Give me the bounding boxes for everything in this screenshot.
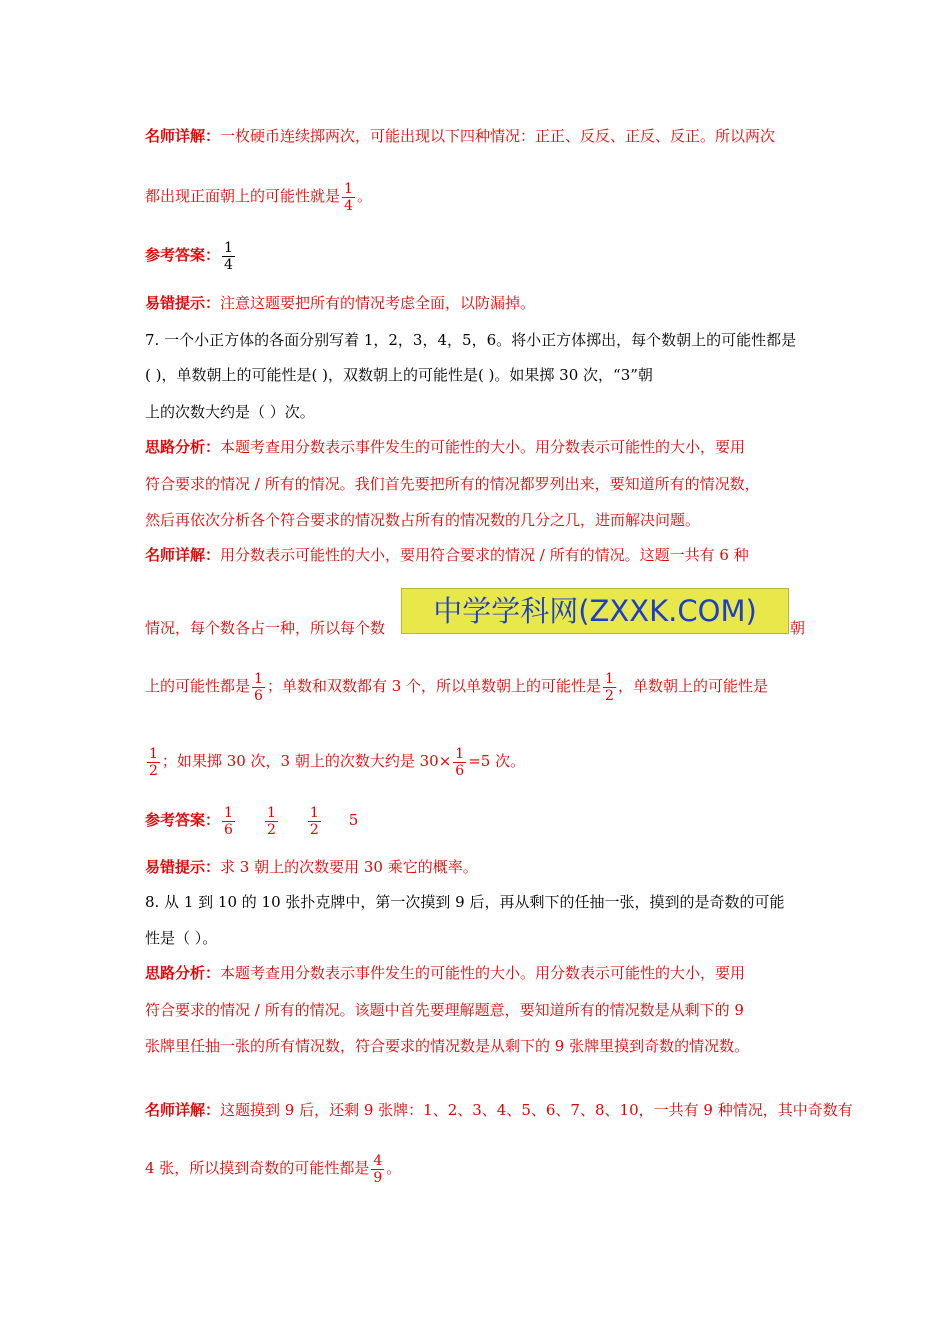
q6-detail-line2: 都出现正面朝上的可能性就是 $\frac{1}{4}$ 。 — [145, 180, 372, 214]
detail-label: 名师详解： — [145, 546, 221, 564]
q8-analysis-line1: 思路分析：本题考查用分数表示事件发生的可能性的大小。用分数表示可能性的大小，要用 — [145, 964, 746, 982]
tip-label: 易错提示： — [145, 858, 221, 876]
fraction: $\frac{1}{4}$ — [344, 180, 353, 214]
q7-stem-line3: 上的次数大约是（ ）次。 — [145, 403, 315, 421]
watermark-banner: 中学学科网(ZXXK.COM) — [401, 588, 789, 634]
fraction: $\frac{4}{9}$ — [373, 1152, 383, 1186]
answer-value: 5 — [348, 811, 359, 829]
q8-detail-line2: 4 张，所以摸到奇数的可能性都是 $\frac{4}{9}$ 。 — [145, 1152, 402, 1186]
q7-stem-line2: ( )，单数朝上的可能性是( )，双数朝上的可能性是( )。如果掷 30 次，“3”朝 — [145, 366, 653, 384]
analysis-label: 思路分析： — [145, 438, 221, 456]
fraction: $\frac{1}{4}$ — [224, 239, 233, 273]
q8-analysis-line3: 张牌里任抽一张的所有情况数，符合要求的情况数是从剩下的 9 张牌里摸到奇数的情况数。 — [145, 1037, 750, 1055]
q7-detail-line2-right: 朝 — [790, 619, 806, 637]
fraction: $\frac{1}{6}$ — [455, 745, 465, 779]
q7-detail-line1: 名师详解：用分数表示可能性的大小，要用符合要求的情况 / 所有的情况。这题一共有 6 种 — [145, 546, 749, 564]
q6-answer — [145, 237, 237, 273]
detail-label: 名师详解： — [145, 127, 221, 145]
q7-analysis-line3: 然后再依次分析各个符合要求的情况数占所有的情况数的几分之几，进而解决问题。 — [145, 511, 701, 529]
q7-stem-line1: 7. 一个小正方体的各面分别写着 1，2，3，4，5，6。将小正方体掷出，每个数朝上的可能性都是 — [145, 331, 797, 349]
fraction: $\frac{1}{2}$ — [266, 804, 276, 838]
q7-analysis-line1: 思路分析：本题考查用分数表示事件发生的可能性的大小。用分数表示可能性的大小，要用 — [145, 438, 746, 456]
detail-label: 名师详解： — [145, 1101, 221, 1119]
fraction: $\frac{1}{2}$ — [149, 745, 158, 779]
q8-stem-line2: 性是（ ）。 — [145, 929, 218, 947]
q7-answer — [145, 802, 358, 838]
answer-label: 参考答案： — [145, 811, 221, 829]
q7-detail-line4: $\frac{1}{2}$ ；如果掷 30 次，3 朝上的次数大约是 30× $\frac{1}{6}$ =5 次。 — [149, 745, 526, 779]
q7-detail-line3: 上的可能性都是 $\frac{1}{6}$ ；单数和双数都有 3 个，所以单数朝上的可能性是 $\frac{1}{2}$ ，单数朝上的可能性是 — [145, 670, 768, 704]
q7-tip: 易错提示：求 3 朝上的次数要用 30 乘它的概率。 — [145, 858, 478, 876]
fraction: $\frac{1}{2}$ — [605, 670, 614, 704]
answer-label: 参考答案： — [145, 246, 221, 264]
q8-detail-line1: 名师详解：这题摸到 9 后，还剩 9 张牌：1、2、3、4、5、6、7、8、10，一共有 9 种情况，其中奇数有 — [145, 1101, 853, 1119]
fraction: $\frac{1}{6}$ — [224, 804, 233, 838]
q6-detail-line1: 名师详解：一枚硬币连续掷两次，可能出现以下四种情况：正正、反反、正反、反正。所以两次 — [145, 127, 776, 145]
q8-analysis-line2: 符合要求的情况 / 所有的情况。该题中首先要理解题意，要知道所有的情况数是从剩下的 9 — [145, 1001, 744, 1019]
tip-label: 易错提示： — [145, 294, 221, 312]
analysis-label: 思路分析： — [145, 964, 221, 982]
fraction: $\frac{1}{2}$ — [309, 804, 319, 838]
q6-tip: 易错提示：注意这题要把所有的情况考虑全面，以防漏掉。 — [145, 294, 536, 312]
fraction: $\frac{1}{6}$ — [254, 670, 263, 704]
q7-analysis-line2: 符合要求的情况 / 所有的情况。我们首先要把所有的情况都罗列出来，要知道所有的情况数， — [145, 475, 760, 493]
q7-detail-line2-left: 情况，每个数各占一种，所以每个数 — [145, 619, 386, 637]
q8-stem-line1: 8. 从 1 到 10 的 10 张扑克牌中，第一次摸到 9 后，再从剩下的任抽一张，摸到的是奇数的可能 — [145, 893, 785, 911]
